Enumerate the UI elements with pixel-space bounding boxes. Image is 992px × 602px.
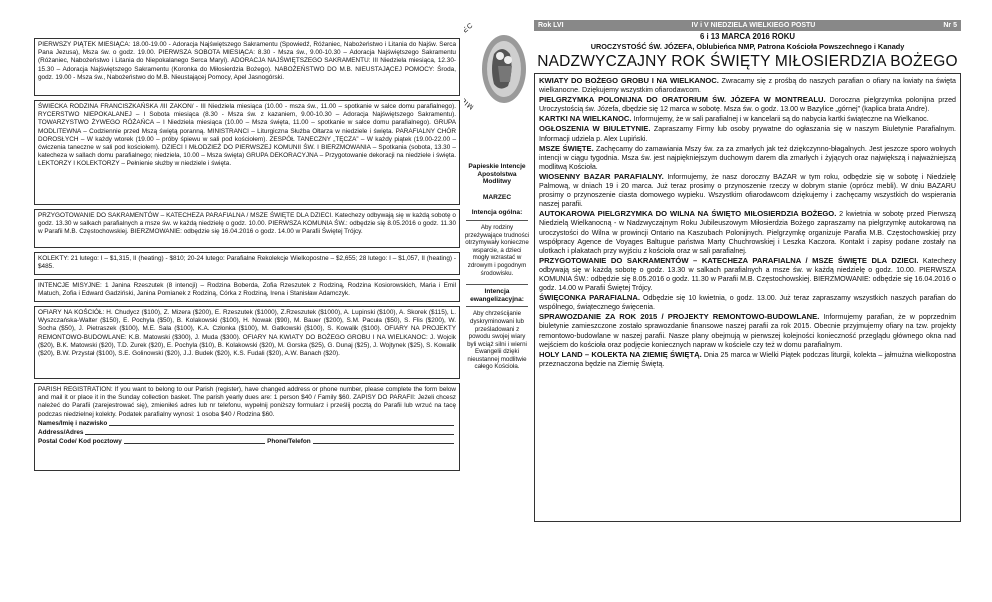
left-column (34, 38, 460, 475)
announcements-box (534, 73, 961, 522)
announcement-text: Informujemy parafian, że w poprzednim biuletynie zamieszczone zostało sprawozdanie finansowe naszej parafii za rok 2015. Obecnie przyjmujemy ofiary na tzw. projekty remontowo-budowlane w naszej parafii. Nasze plany obejmują w pierwszej kolejności konieczność przeglądu głównego okna nad wejściem do kościoła oraz podjęcie koniecznych napraw w kościele czy też w domu parafialnym. (539, 313, 956, 349)
form-address-label: Address/Adres (38, 428, 84, 436)
sunday-label: IV i V NIEDZIELA WIELKIEGO POSTU (691, 22, 816, 29)
divider (466, 220, 528, 221)
collections-text: KOLEKTY: 21 lutego: I – $1,315, II (heating) - $810; 20-24 lutego: Parafialne Rekolekcje Wielkopostne – $2,655; 28 lutego: I – $1,057, II (heating) - $485. (38, 255, 456, 271)
parish-groups-box (34, 100, 460, 205)
right-column (534, 20, 961, 522)
prayer-intentions (464, 163, 530, 371)
page-title: NADZWYCZAJNY ROK ŚWIĘTY MIŁOSIERDZIA BOŻEGO (537, 53, 958, 70)
announcement-text: Zapraszamy Firmy lub osoby prywatne do ogłaszania się w naszym Biuletynie Parafialnym. Informacji udziela p. Alex Lupiński. (539, 125, 956, 143)
sacraments-box (34, 209, 460, 248)
svg-text:MIŁOSIERNI JAK OJCIEC (464, 22, 475, 110)
form-name-row (38, 419, 456, 428)
first-friday-text: PIERWSZY PIĄTEK MIESIĄCA: 18.00-19.00 - Adoracja Najświętszego Sakramentu (Spowiedź, Różaniec, Nabożeństwo i Litania do Najśw. Serca Pana Jezusa), Msza św. o godz. 19.00. PIERWSZA SOBOTA MIESIĄCA: 8.30 - Msza św., 9.00-10.30 – Adoracja Najświętszego Sakramentu (Różaniec, Nabożeństwo i Litania do Niepokalanego Serca Maryi). ADORACJA NAJŚWIĘTSZEGO SAKRAMENTU: III Niedziela miesiąca, 12.30-15.30 – Adoracja Najświętszego Sakramentu (Koronka do Miłosierdzia Bożego). NABOŻEŃSTWO DO M.B. NIEUSTAJĄCEJ POMOCY: Środa, godz. 19.00 - Msza św., Nabożeństwo do M.B. Nieustającej Pomocy, Apel Jasnogórski. (38, 41, 456, 81)
form-address-row (38, 428, 456, 437)
registration-box (34, 383, 460, 471)
announcement-item (539, 293, 956, 312)
announcement-item (539, 172, 956, 209)
announcement-text: Zwracamy się z prośbą do naszych parafian o ofiary na kwiaty na święta wielkanocne. Dziękujemy wszystkim ofiarodawcom. (539, 77, 956, 95)
mission-intentions-box (34, 279, 460, 302)
form-postal-line[interactable] (124, 437, 265, 444)
collections-box (34, 252, 460, 275)
announcement-item (539, 144, 956, 172)
announcement-heading: WIOSENNY BAZAR PARAFIALNY. (539, 171, 664, 181)
announcement-item (539, 76, 956, 95)
evangelization-intention-label: Intencja ewangelizacyjna: (470, 288, 524, 303)
announcement-item (539, 312, 956, 349)
announcement-text: Odbędzie się 10 kwietnia, o godz. 13.00. Już teraz zapraszamy wszystkich naszych parafian do wspólnego, świątecznego święcenia. (539, 294, 956, 312)
form-name-label: Names/Imię i nazwisko (38, 419, 108, 427)
announcement-heading: MSZE ŚWIĘTE. (539, 143, 594, 153)
sacraments-text: PRZYGOTOWANIE DO SAKRAMENTÓW – KATECHEZA PARAFIALNA / MSZE ŚWIĘTE DLA DZIECI. Katechezy odbywają się w każdą sobotę o godz. 13.30 w salkach parafialnych a msze św. w każdą niedzielę o godz. 10.00. PIERWSZA KOMUNIA ŚW.: odbędzie się 8.05.2016 o godz. 11.30 w Parafii M.B. Częstochowskiej. BIERZMOWANIE: odbędzie się 16.04.2016 o godz. 14.00 w Parafii Świętej Trójcy. (38, 212, 456, 236)
parish-groups-text: ŚWIECKA RODZINA FRANCISZKAŃSKA /III ZAKON/ - III Niedziela miesiąca (10.00 - msza św., 11.00 – spotkanie w salce domu parafialnego). RYCERSTWO NIEPOKALANEJ – I Sobota miesiąca (8.30 - Msza św. z kazaniem, 9.00-10.30 – Adoracja Najświętszego Sakramentu). TOWARZYSTWO ŻYWEGO RÓŻAŃCA – I Niedziela miesiąca (10.00 – Msza święta, 11.00 – spotkanie w salce domu parafialnego). GRUPA MODLITEWNA – Codziennie przed Mszą świętą poranną. MINISTRANCI – Liturgiczna Służba Ołtarza w niedziele i święta. PARAFIALNY CHÓR DOROSŁYCH – W każdy wtorek (19.00 – próby śpiewu w sali pod kościołem). ZESPÓŁ TANECZNY „TĘCZA” – W każdy piątek (19.00-22.00 – ćwiczenia taneczne w sali pod kościołem). DZIECI I MŁODZIEŻ DO PIERWSZEJ KOMUNII ŚW. I BIERZMOWANIA – Spotkania (sobota, 13.30 – katecheza w sallach domu parafialnego; niedziela, 10.00 – Msza święta) GRUPA DEKORACYJNA – Przygotowanie dekoracji na niedziele i święta. LEKTORZY I KOLEKTORZY – Pełnienie służby w niedziele i święta. (38, 103, 456, 168)
form-name-line[interactable] (109, 419, 454, 426)
form-phone-line[interactable] (313, 437, 454, 444)
middle-column (464, 14, 530, 371)
announcement-text: Informujemy, że nasz doroczny BAZAR w tym roku, odbędzie się w sobotę i Niedzielę Palmową, w dniach 19 i 20 marca. Już teraz prosimy o przynoszenie rzeczy w dobrym stanie (oprócz mebli). W dniu BAZARU prosimy o przynoszenie ciasta domowego wypieku. Wszystkim ofiarodawcom dziękujemy i zachęcamy wszystkich do wspierania naszej parafii. (539, 172, 956, 209)
form-address-line[interactable] (85, 428, 454, 435)
announcement-heading: SPRAWOZDANIE ZA ROK 2015 / PROJEKTY REMONTOWO-BUDOWLANE. (539, 312, 820, 322)
month-label: MARZEC (482, 193, 512, 201)
announcement-item (539, 256, 956, 293)
announcement-heading: OGŁOSZENIA W BIULETYNIE. (539, 124, 651, 134)
first-friday-box (34, 38, 460, 96)
patron-line: UROCZYSTOŚĆ ŚW. JÓZEFA, Oblubieńca NMP, Patrona Kościoła Powszechnego i Kanady (590, 42, 905, 51)
announcement-item (539, 209, 956, 255)
mission-intentions-text: INTENCJE MISYJNE: 1 Janina Rzeszutek (8 intencji) – Rodzina Boberda, Zofia Rzeszutek z Rodziną, Rodzina Kosiorowskich, Maria i Emil Matuch, Zofia i Edward Gadziński, Janina Pomianek z Rodziną, Córka z Rodziną, Irena i Stanisław Adamczyk. (38, 282, 456, 298)
announcement-heading: KARTKI NA WIELKANOC. (539, 114, 632, 124)
announcement-item (539, 95, 956, 114)
announcement-text: Zachęcamy do zamawiania Mszy św. za za zmarłych jak też dziękczynno-błagalnych. Jest jeszcze sporo wolnych intencji w ciągu tygodnia. Msza św. jest najpiękniejszym duchowym darem dla zmarłych i żyjących oraz największą i najważniejszą modlitwą Kościoła. (539, 144, 956, 171)
issue-dates: 6 i 13 MARCA 2016 ROKU (699, 32, 796, 41)
mercy-year-seal-icon (464, 14, 530, 124)
registration-text: PARISH REGISTRATION: If you want to belong to our Parish (register), have changed address or phone number, please complete the form below and mail it or place it in the Sunday collection basket. The parish yearly dues are: 1 person $40 / Family $60. ZAPISY DO PARAFII: Jeżeli chcesz należeć do Parafii (zarejestrować się), zmieniłeś adres lub nr telefonu, wypełnij poniższy formularz i prześlij pocztą do Parafii lub wrzuć na tacę podczas niedzielnej kolekty. Podatek parafialny wynosi: 1 osoba $40 / Rodzina $60. (38, 386, 456, 418)
issue-banner (534, 20, 961, 31)
volume-label: Rok LVI (538, 22, 564, 29)
announcement-text: Dnia 25 marca w Wielki Piątek podczas liturgii, kolekta – jałmużna wielkopostna przeznaczona będzie na Ziemię Świętą. (539, 350, 956, 368)
donations-text: OFIARY NA KOŚCIÓŁ: H. Chudycz ($100), Z. Mizera ($200), E. Rzeszutek ($1000), Z.Rzeszutek ($1000), A. Lupinski ($100), A. Skorek ($115), L. Wyszczańska-Walter ($150), E. Pochyla ($50), B. Kolakowski ($100), H. Nowak ($90), M. Bauer ($200), S.M. Pacuła ($50), S. Flis ($200), W. Socha ($50), J. Pietraszek ($100), M.E. Sala ($100), K.A. Członka ($100), M. Gatkowski ($100), S. Kowalik ($100). OFIARY NA PROJEKTY REMONTOWO-BUDOWLANE: K.B. Matowski ($300), J. Muda ($300). OFIARY NA KWIATY DO BOŻEGO GROBU I NA WIELKANOC: J. Wojcik ($20), B.K. Matowski ($20), T.D. Zurek ($20), E. Pochyla ($10), B. Kolakowski ($20), M. Gorska ($25), G. Dunaj ($25), J. Wojtynek ($25), S. Kowalik ($20), B.W. Przystał ($100), S.E. Golinowski ($20), J.J. Budek ($20), K.S. Fudali ($20), A.W. Banach ($20). (38, 309, 456, 358)
announcement-item (539, 350, 956, 369)
general-intention-label: Intencja ogólna: (471, 209, 523, 217)
announcement-heading: ŚWIĘCONKA PARAFIALNA. (539, 293, 640, 303)
announcement-text: Katechezy odbywają się w każdą sobotę o godz. 13.30 w salkach parafialnych a msze św. w każdą niedzielę o godz. 10.00. PIERWSZA KOMUNIA ŚW.: odbędzie się 8.05.2016 o godz. 11.30 w Parafii M.B. Częstochowskiej. BIERZMOWANIE: odbędzie się 16.04.2016 o godz. 14.00 w Parafii Świętej Trójcy. (539, 256, 956, 293)
evangelization-intention-text: Aby chrześcijanie dyskryminowani lub prześladowani z powodu swojej wiary byli wciąż silni i wierni Ewangelii dzięki nieustannej modlitwie całego Kościoła. (467, 310, 527, 371)
announcement-heading: KWIATY DO BOŻEGO GROBU I NA WIELKANOC. (539, 76, 719, 85)
divider (466, 284, 528, 285)
issue-number: Nr 5 (943, 22, 957, 29)
form-postal-label: Postal Code/ Kod pocztowy (38, 437, 122, 445)
announcement-text: Informujemy, że w sali parafialnej i w kancelarii są do nabycia kartki świąteczne na Wielkanoc. (631, 115, 929, 124)
announcement-text: 2 kwietnia w sobotę przed Pierwszą Niedzielą Wielkanocną - w Nadzwyczajnym Roku Jubileuszowym Miłosierdzia Bożego zapraszamy na pielgrzymkę autokarową na uroczystości do Wilna w prowincji Ontario na Kaszubach Polonijnych. Pielgrzymkę organizuje Parafia M.B. Częstochowskiej przy współpracy Agence de Voyages Baltugue państwa Marty Chuchrowskiej i Leszka Kaczora. Kontakt i zapisy podane zostały na ulotkach i plakatach przy wyjściu z kościoła oraz w sali parafialnej. (539, 210, 956, 255)
announcement-heading: AUTOKAROWA PIELGRZYMKA DO WILNA NA ŚWIĘTO MIŁOSIERDZIA BOŻEGO. (539, 209, 837, 219)
announcement-heading: PRZYGOTOWANIE DO SAKRAMENTÓW – KATECHEZA PARAFIALNA / MSZE ŚWIĘTE DLA DZIECI. (539, 255, 919, 265)
announcement-heading: HOLY LAND – KOLEKTA NA ZIEMIĘ ŚWIĘTĄ. (539, 349, 702, 359)
announcement-item (539, 124, 956, 143)
announcement-heading: PIELGRZYMKA POLONIJNA DO ORATORIUM ŚW. JÓZEFA W MONTREALU. (539, 95, 826, 105)
announcement-item (539, 114, 956, 124)
seal-text: MI C (464, 22, 476, 111)
form-postal-row (38, 437, 456, 446)
form-phone-label: Phone/Telefon (267, 437, 311, 445)
donations-box (34, 306, 460, 379)
general-intention-text: Aby rodziny przeżywające trudności otrzymywały konieczne wsparcie, a dzieci mogły wzrastać w zdrowym i pogodnym środowisku. (464, 223, 530, 277)
prayer-intentions-heading: Papieskie Intencje Apostolstwa Modlitwy (468, 163, 526, 186)
divider (466, 306, 528, 307)
announcement-text: Doroczna pielgrzymka polonijna przed Uroczystością św. Józefa, dbędzie się 12 marca w sobotę. Msza św. o godz. 13.00 w Bazylice „górnej” (kaplica brata Andre). (539, 96, 956, 114)
